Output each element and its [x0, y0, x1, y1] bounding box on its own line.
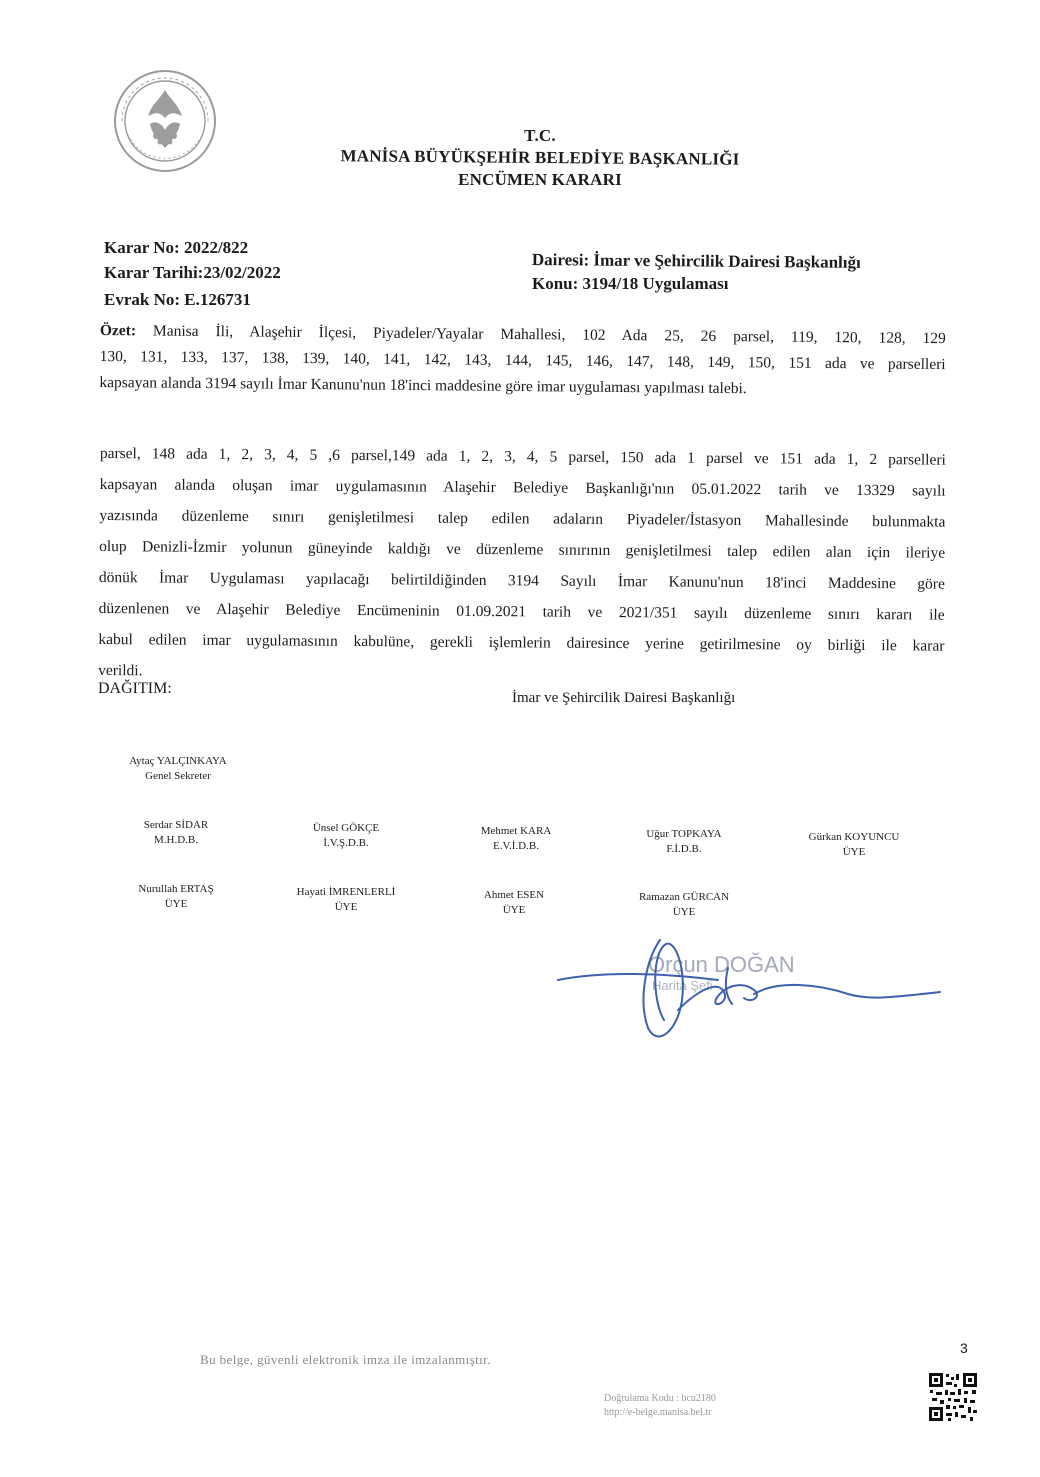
qr-code-icon — [928, 1372, 978, 1422]
distribution-recipient: İmar ve Şehircilik Dairesi Başkanlığı — [512, 690, 736, 706]
signatory-title: ÜYE — [164, 898, 188, 910]
signatory-name: Ünsel GÖKÇE — [312, 822, 380, 834]
stamp-title: Harita Şefi — [652, 978, 713, 993]
signatory-name: Nurullah ERTAŞ — [138, 883, 214, 895]
body-line-6: düzenlenen ve Alaşehir Belediye Encümeninin 01.09.2021 tarih ve 2021/351 sayılı düzenleme sınırı kararı ile — [98, 599, 945, 624]
signatory-name: Gürkan KOYUNCU — [808, 831, 900, 843]
body-line-1: parsel, 148 ada 1, 2, 3, 4, 5 ,6 parsel,149 ada 1, 2, 3, 4, 5 parsel, 150 ada 1 parsel ve 151 ada 1, 2 parselleri — [99, 444, 946, 469]
signatory-title: ÜYE — [672, 906, 696, 918]
verification-code: Doğrulama Kodu : bcu2180 — [604, 1393, 716, 1404]
department: Dairesi: İmar ve Şehircilik Dairesi Başkanlığı — [531, 250, 861, 272]
decision-number: Karar No: 2022/822 — [104, 238, 249, 257]
signatory-title: E.V.İ.D.B. — [493, 840, 539, 852]
header-decision-type: ENCÜMEN KARARI — [458, 170, 622, 189]
verification-block — [604, 1392, 716, 1420]
body-line-5: dönük İmar Uygulaması yapılacağı belirtildiğinden 3194 Sayılı İmar Kanunu'nun 18'inci Maddesine göre — [98, 568, 945, 593]
signatory-title: ÜYE — [502, 904, 526, 916]
stamp-name: Orçun DOĞAN — [648, 952, 795, 977]
signatory-row1-3 — [436, 824, 596, 854]
summary-line-1: Manisa İli, Alaşehir İlçesi, Piyadeler/Yayalar Mahallesi, 102 Ada 25, 26 parsel, 119, 120, 128, 129 — [152, 322, 946, 348]
body-line-3: yazısında düzenleme sınırı genişletilmesi talep edilen adaların Piyadeler/İstasyon Mahallesinde bulunmakta — [99, 506, 946, 531]
signatory-row2-1 — [96, 882, 256, 912]
document-number: Evrak No: E.126731 — [104, 290, 251, 309]
e-signature-note: Bu belge, güvenli elektronik imza ile imzalanmıştır. — [200, 1352, 491, 1367]
signatory-title: ÜYE — [842, 846, 866, 858]
signatory-row1-1 — [96, 818, 256, 848]
page-number: 3 — [960, 1340, 968, 1356]
official-stamp-signature — [548, 900, 948, 1060]
signatory-name: Hayati İMRENLERLİ — [296, 886, 396, 898]
municipality-seal-icon — [112, 68, 218, 174]
header-institution: MANİSA BÜYÜKŞEHİR BELEDİYE BAŞKANLIĞI — [340, 146, 740, 169]
signatory-name: Ramazan GÜRCAN — [638, 891, 730, 903]
signatory-title: İ.V.Ş.D.B. — [323, 837, 369, 849]
decision-body — [98, 438, 946, 693]
signatory-row1-2 — [266, 821, 426, 851]
signatory-name: Aytaç YALÇINKAYA — [129, 755, 227, 767]
signatory-row1-4 — [604, 827, 764, 857]
body-line-8: verildi. — [98, 661, 143, 680]
body-line-7: kabul edilen imar uygulamasının kabulüne, gerekli işlemlerin dairesince yerine getirilmesine oy birliği ile karar — [98, 630, 945, 655]
signatory-name: Mehmet KARA — [480, 825, 552, 837]
verification-url[interactable]: http://e-belge.manisa.bel.tr — [604, 1407, 712, 1418]
summary-line-3: kapsayan alanda 3194 sayılı İmar Kanunu'nun 18'inci maddesine göre imar uygulaması yapılması talebi. — [99, 373, 747, 398]
summary-line-2: 130, 131, 133, 137, 138, 139, 140, 141, 142, 143, 144, 145, 146, 147, 148, 149, 150, 151 ada ve parselleri — [99, 347, 946, 374]
signatory-title: F.İ.D.B. — [666, 843, 702, 855]
summary-block — [99, 318, 946, 404]
body-line-2: kapsayan alanda oluşan imar uygulamasının Alaşehir Belediye Başkanlığı'nın 05.01.2022 tarih ve 13329 sayılı — [99, 475, 946, 500]
signatory-row1-5 — [774, 830, 934, 860]
signatory-secretary — [98, 754, 258, 784]
subject: Konu: 3194/18 Uygulaması — [532, 274, 729, 293]
summary-label: Özet: — [99, 321, 137, 340]
signatory-title: M.H.D.B. — [153, 834, 198, 846]
signatory-title: Genel Sekreter — [145, 770, 211, 782]
signatory-name: Uğur TOPKAYA — [646, 828, 722, 840]
distribution-label: DAĞITIM: — [98, 680, 172, 697]
signatory-name: Serdar SİDAR — [143, 819, 209, 831]
signatory-name: Ahmet ESEN — [483, 889, 545, 901]
body-line-4: olup Denizli-İzmir yolunun güneyinde kaldığı ve düzenleme sınırının genişletilmesi talep edilen alan için ileriye — [99, 537, 946, 562]
header-tc: T.C. — [524, 126, 556, 145]
decision-date: Karar Tarihi:23/02/2022 — [104, 263, 281, 282]
signatory-title: ÜYE — [334, 901, 358, 913]
signatory-row2-2 — [266, 885, 426, 915]
